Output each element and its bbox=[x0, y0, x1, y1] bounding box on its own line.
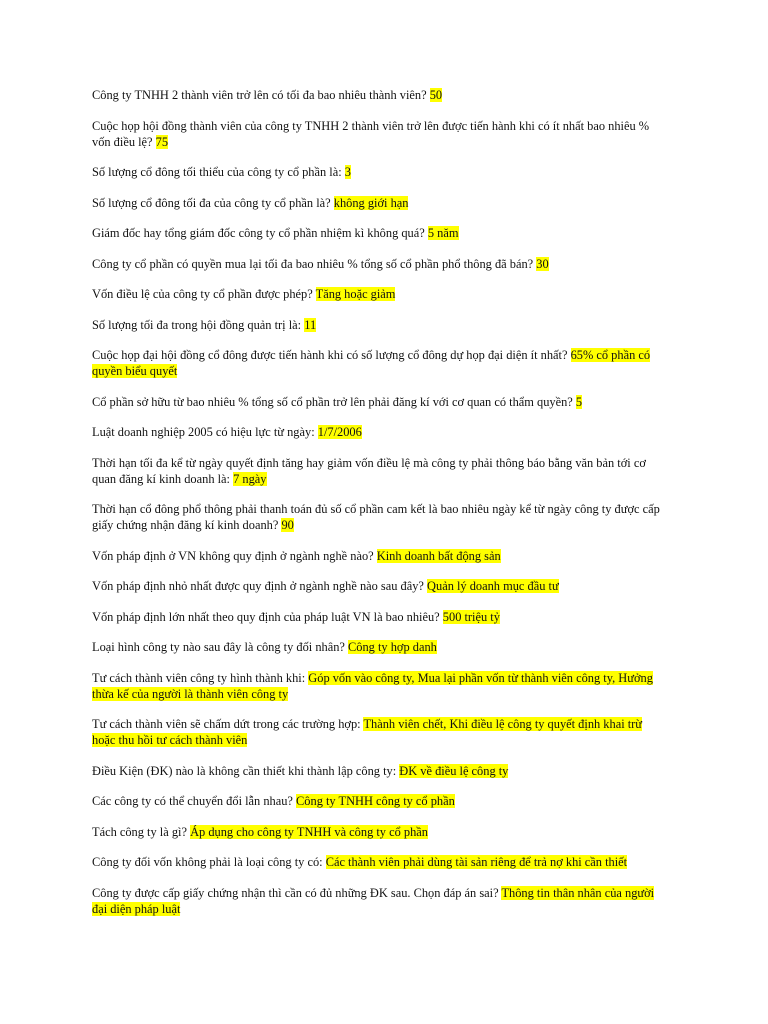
question-text: Tư cách thành viên công ty hình thành khi: bbox=[92, 670, 306, 685]
question-text: Công ty cổ phần có quyền mua lại tối đa bao nhiêu % tổng số cổ phần phổ thông đã bán? bbox=[92, 256, 534, 271]
qa-item-4 bbox=[92, 195, 668, 211]
question-text: Vốn pháp định nhỏ nhất được quy định ở ngành nghề nào sau đây? bbox=[92, 579, 424, 593]
answer-highlight: Góp vốn vào công ty, Mua lại phần vốn từ thành viên công ty, Hưởng thừa kế của người là thành viên công ty bbox=[92, 670, 653, 701]
qa-item-17 bbox=[92, 639, 668, 655]
question-text: Thời hạn cổ đông phổ thông phải thanh toán đủ số cổ phần cam kết là bao nhiêu ngày kể từ ngày công ty được cấp giấy chứng nhận đăng kí kinh doanh? bbox=[92, 502, 660, 532]
answer-highlight: 50 bbox=[429, 88, 443, 102]
qa-item-16 bbox=[92, 609, 668, 625]
answer-highlight: Tăng hoặc giảm bbox=[315, 287, 396, 301]
qa-item-13 bbox=[92, 501, 668, 533]
answer-highlight: 7 ngày bbox=[233, 471, 267, 486]
question-text: Thời hạn tối đa kể từ ngày quyết định tăng hay giảm vốn điều lệ mà công ty phải thông báo bằng văn bản tới cơ quan đăng kí kinh doanh là: bbox=[92, 455, 646, 486]
qa-item-18 bbox=[92, 670, 668, 702]
qa-item-2 bbox=[92, 118, 668, 150]
question-text: Cuộc họp hội đồng thành viên của công ty TNHH 2 thành viên trở lên được tiến hành khi có ít nhất bao nhiêu % vốn điều lệ? bbox=[92, 118, 650, 149]
question-text: Điều Kiện (ĐK) nào là không cần thiết khi thành lập công ty: bbox=[92, 763, 397, 778]
qa-item-12 bbox=[92, 455, 668, 487]
answer-highlight: Kinh doanh bất động sản bbox=[376, 548, 501, 563]
qa-item-10 bbox=[92, 394, 668, 410]
qa-item-7 bbox=[92, 286, 668, 302]
answer-highlight: 30 bbox=[536, 256, 549, 271]
question-text: Số lượng tối đa trong hội đồng quản trị là: bbox=[92, 317, 302, 332]
answer-highlight: 1/7/2006 bbox=[317, 425, 362, 439]
question-text: Tư cách thành viên sẽ chấm dứt trong các trường hợp: bbox=[92, 717, 361, 731]
question-text: Cổ phần sở hữu từ bao nhiêu % tổng số cổ phần trở lên phải đăng kí với cơ quan có thẩm quyền? bbox=[92, 394, 573, 409]
qa-item-1 bbox=[92, 87, 668, 103]
answer-highlight: Thông tin thân nhân của người đại diện pháp luật bbox=[92, 885, 655, 916]
qa-item-22 bbox=[92, 824, 668, 840]
question-text: Số lượng cổ đông tối thiểu của công ty cổ phần là: bbox=[92, 165, 342, 179]
question-text: Vốn điều lệ của công ty cổ phần được phép? bbox=[92, 287, 313, 301]
answer-highlight: 90 bbox=[281, 518, 294, 532]
answer-highlight: Quản lý doanh mục đầu tư bbox=[427, 579, 559, 593]
question-text: Giám đốc hay tổng giám đốc công ty cổ phần nhiệm kì không quá? bbox=[92, 226, 425, 240]
answer-highlight: Áp dụng cho công ty TNHH và công ty cổ phần bbox=[190, 824, 428, 839]
qa-item-19 bbox=[92, 716, 668, 748]
answer-highlight: 65% cổ phần có quyền biểu quyết bbox=[92, 348, 651, 378]
question-text: Tách công ty là gì? bbox=[92, 824, 187, 839]
answer-highlight: không giới hạn bbox=[333, 195, 409, 210]
answer-highlight: 5 năm bbox=[427, 226, 459, 240]
question-text: Công ty đối vốn không phải là loại công ty có: bbox=[92, 855, 323, 869]
qa-item-23 bbox=[92, 854, 668, 870]
question-text: Loại hình công ty nào sau đây là công ty đối nhân? bbox=[92, 640, 345, 654]
qa-item-3 bbox=[92, 164, 668, 180]
qa-item-6 bbox=[92, 256, 668, 272]
qa-item-24 bbox=[92, 885, 668, 917]
answer-highlight: 11 bbox=[304, 317, 317, 332]
answer-highlight: 3 bbox=[344, 165, 351, 179]
answer-highlight: 500 triệu tỷ bbox=[442, 609, 500, 624]
qa-item-9 bbox=[92, 347, 668, 379]
question-text: Công ty TNHH 2 thành viên trở lên có tối đa bao nhiêu thành viên? bbox=[92, 88, 427, 102]
qa-item-5 bbox=[92, 225, 668, 241]
question-text: Công ty được cấp giấy chứng nhận thì cần có đủ những ĐK sau. Chọn đáp án sai? bbox=[92, 885, 499, 900]
answer-highlight: 5 bbox=[575, 394, 583, 409]
qa-item-8 bbox=[92, 317, 668, 333]
qa-item-11 bbox=[92, 424, 668, 440]
question-text: Vốn pháp định ở VN không quy định ở ngành nghề nào? bbox=[92, 548, 374, 563]
question-text: Luật doanh nghiệp 2005 có hiệu lực từ ngày: bbox=[92, 425, 315, 439]
qa-item-21 bbox=[92, 793, 668, 809]
answer-highlight: 75 bbox=[155, 134, 169, 149]
question-text: Các công ty có thể chuyển đổi lẫn nhau? bbox=[92, 794, 293, 808]
answer-highlight: Thành viên chết, Khi điều lệ công ty quyết định khai trừ hoặc thu hồi tư cách thành viên bbox=[92, 717, 643, 747]
answer-highlight: ĐK về điều lệ công ty bbox=[399, 763, 509, 778]
question-text: Số lượng cổ đông tối đa của công ty cổ phần là? bbox=[92, 195, 331, 210]
qa-item-20 bbox=[92, 763, 668, 779]
question-text: Vốn pháp định lớn nhất theo quy định của pháp luật VN là bao nhiêu? bbox=[92, 609, 440, 624]
qa-item-14 bbox=[92, 548, 668, 564]
answer-highlight: Công ty hợp danh bbox=[348, 640, 437, 654]
answer-highlight: Công ty TNHH công ty cổ phần bbox=[296, 794, 455, 808]
qa-item-15 bbox=[92, 578, 668, 594]
answer-highlight: Các thành viên phải dùng tài sản riêng để trả nợ khi cần thiết bbox=[325, 855, 628, 869]
question-text: Cuộc họp đại hội đồng cổ đông được tiến hành khi có số lượng cổ đông dự họp đại diện ít nhất? bbox=[92, 348, 568, 362]
